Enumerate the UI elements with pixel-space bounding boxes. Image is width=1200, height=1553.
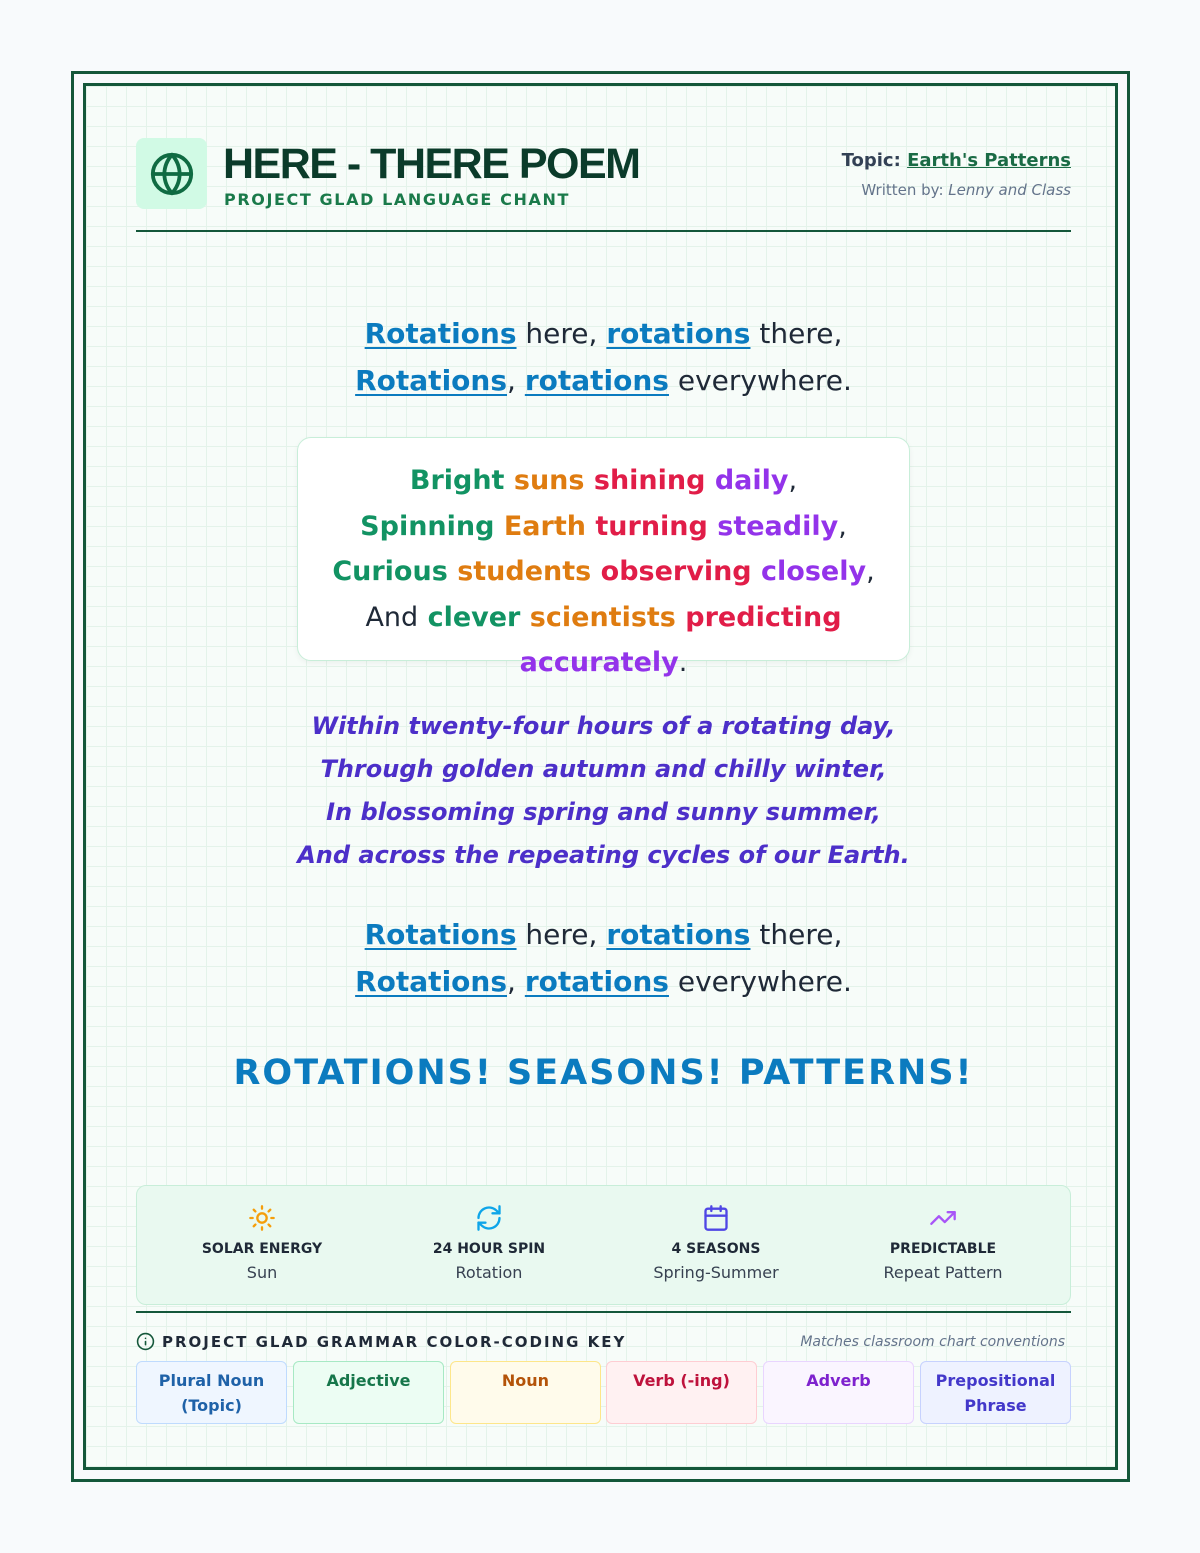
- chorus-bottom: [86, 911, 1121, 1005]
- topic-word: Rotations: [364, 317, 517, 350]
- key-chip-prepositional: [920, 1361, 1071, 1424]
- prep-line: In blossoming spring and sunny summer,: [326, 798, 881, 826]
- closing-chant: ROTATIONS! SEASONS! PATTERNS!: [233, 1053, 974, 1093]
- verb-word: observing: [600, 556, 752, 587]
- prep-line: Through golden autumn and chilly winter,: [320, 755, 887, 783]
- chorus-line-1: [86, 911, 1121, 958]
- chorus-line-1: [86, 310, 1121, 357]
- facts-panel: [136, 1185, 1071, 1305]
- topic-word: Rotations: [364, 918, 517, 951]
- chorus-top: [86, 310, 1121, 404]
- topic-label: Topic:: [841, 150, 901, 171]
- topic-word: rotations: [524, 364, 669, 397]
- verb-word: predicting: [685, 601, 842, 633]
- verb-word: turning: [595, 510, 708, 542]
- trending-up-icon: [929, 1204, 957, 1232]
- sun-icon: [248, 1204, 276, 1232]
- chip-label: Plural Noun: [158, 1370, 265, 1390]
- chorus-text: ,: [507, 965, 525, 998]
- header: [136, 138, 1071, 232]
- key-chip-adjective: [293, 1361, 444, 1424]
- adjective-word: Spinning: [360, 510, 495, 542]
- chorus-text: there,: [750, 317, 843, 350]
- adjective-stanza-box: [297, 437, 910, 678]
- adjective-word: clever: [427, 601, 521, 633]
- punctuation: ,: [866, 556, 875, 587]
- punctuation: ,: [788, 465, 798, 496]
- chorus-text: here,: [516, 918, 607, 951]
- key-title: [136, 1332, 626, 1351]
- chip-label: Verb (-ing): [633, 1370, 730, 1390]
- topic-word: Rotations: [355, 364, 508, 397]
- logo-badge: [136, 138, 207, 209]
- key-divider: [136, 1311, 1071, 1313]
- noun-word: Earth: [503, 510, 586, 542]
- fact-value: Repeat Pattern: [883, 1263, 1003, 1282]
- key-note: Matches classroom chart conventions: [800, 1334, 1065, 1350]
- globe-icon: [149, 151, 195, 197]
- fact-label: PREDICTABLE: [889, 1241, 997, 1257]
- adverb-word: daily: [714, 465, 789, 496]
- prep-line: And across the repeating cycles of our Earth.: [297, 841, 910, 869]
- author-line: [861, 181, 1071, 199]
- punctuation: .: [678, 647, 688, 678]
- chorus-line-2: [86, 958, 1121, 1005]
- chip-label: Adverb: [806, 1370, 871, 1390]
- prepositional-stanza: [86, 705, 1121, 877]
- page-subtitle: PROJECT GLAD LANGUAGE CHANT: [224, 190, 570, 209]
- adjective-word: Bright: [409, 465, 505, 496]
- stanza-line: [298, 595, 909, 686]
- fact-label: SOLAR ENERGY: [201, 1241, 323, 1257]
- noun-word: scientists: [529, 601, 676, 633]
- author-name: Lenny and Class: [948, 181, 1071, 199]
- info-icon: [136, 1332, 155, 1351]
- chip-label: Noun: [501, 1370, 550, 1390]
- calendar-icon: [702, 1204, 730, 1232]
- fact-label: 24 HOUR SPIN: [432, 1241, 546, 1257]
- chorus-text: there,: [750, 918, 843, 951]
- chip-label: Adjective: [326, 1370, 411, 1390]
- topic-word: Rotations: [355, 965, 508, 998]
- fact-value: Sun: [246, 1263, 278, 1282]
- noun-word: suns: [513, 465, 585, 496]
- key-title-text: PROJECT GLAD GRAMMAR COLOR-CODING KEY: [162, 1332, 627, 1351]
- chorus-text: everywhere.: [668, 364, 852, 397]
- key-chip-verb: [606, 1361, 757, 1424]
- topic-word: rotations: [524, 965, 669, 998]
- poem-sheet: [83, 83, 1118, 1470]
- adjective-word: Curious: [332, 556, 448, 587]
- key-chip-adverb: [763, 1361, 914, 1424]
- chip-label: Phrase: [964, 1395, 1027, 1415]
- topic-word: rotations: [606, 918, 751, 951]
- noun-word: students: [457, 556, 592, 587]
- chip-label: (Topic): [181, 1395, 242, 1415]
- topic-link[interactable]: Earth's Patterns: [907, 150, 1071, 171]
- adverb-word: accurately: [519, 647, 679, 678]
- refresh-icon: [475, 1204, 503, 1232]
- chorus-text: ,: [507, 364, 525, 397]
- page-title: HERE - THERE POEM: [223, 140, 640, 188]
- verb-word: shining: [593, 465, 706, 496]
- adverb-word: steadily: [717, 510, 839, 542]
- chorus-text: everywhere.: [668, 965, 852, 998]
- fact-value: Spring-Summer: [653, 1263, 779, 1282]
- punctuation: ,: [838, 510, 847, 542]
- key-chip-noun: [450, 1361, 601, 1424]
- adverb-word: closely: [761, 556, 867, 587]
- conjunction-word: And: [365, 601, 419, 633]
- prep-line: Within twenty-four hours of a rotating day,: [311, 712, 896, 740]
- author-label: Written by:: [861, 181, 944, 199]
- fact-value: Rotation: [455, 1263, 523, 1282]
- topic-line: [842, 150, 1071, 171]
- key-chip-plural-noun: [136, 1361, 287, 1424]
- stanza-line: [298, 504, 909, 550]
- chorus-line-2: [86, 357, 1121, 404]
- chip-label: Prepositional: [935, 1370, 1056, 1390]
- topic-word: rotations: [606, 317, 751, 350]
- stanza-line: [298, 549, 909, 595]
- fact-label: 4 SEASONS: [671, 1241, 761, 1257]
- page-frame: [71, 71, 1130, 1482]
- chorus-text: here,: [516, 317, 607, 350]
- stanza-line: [298, 458, 909, 504]
